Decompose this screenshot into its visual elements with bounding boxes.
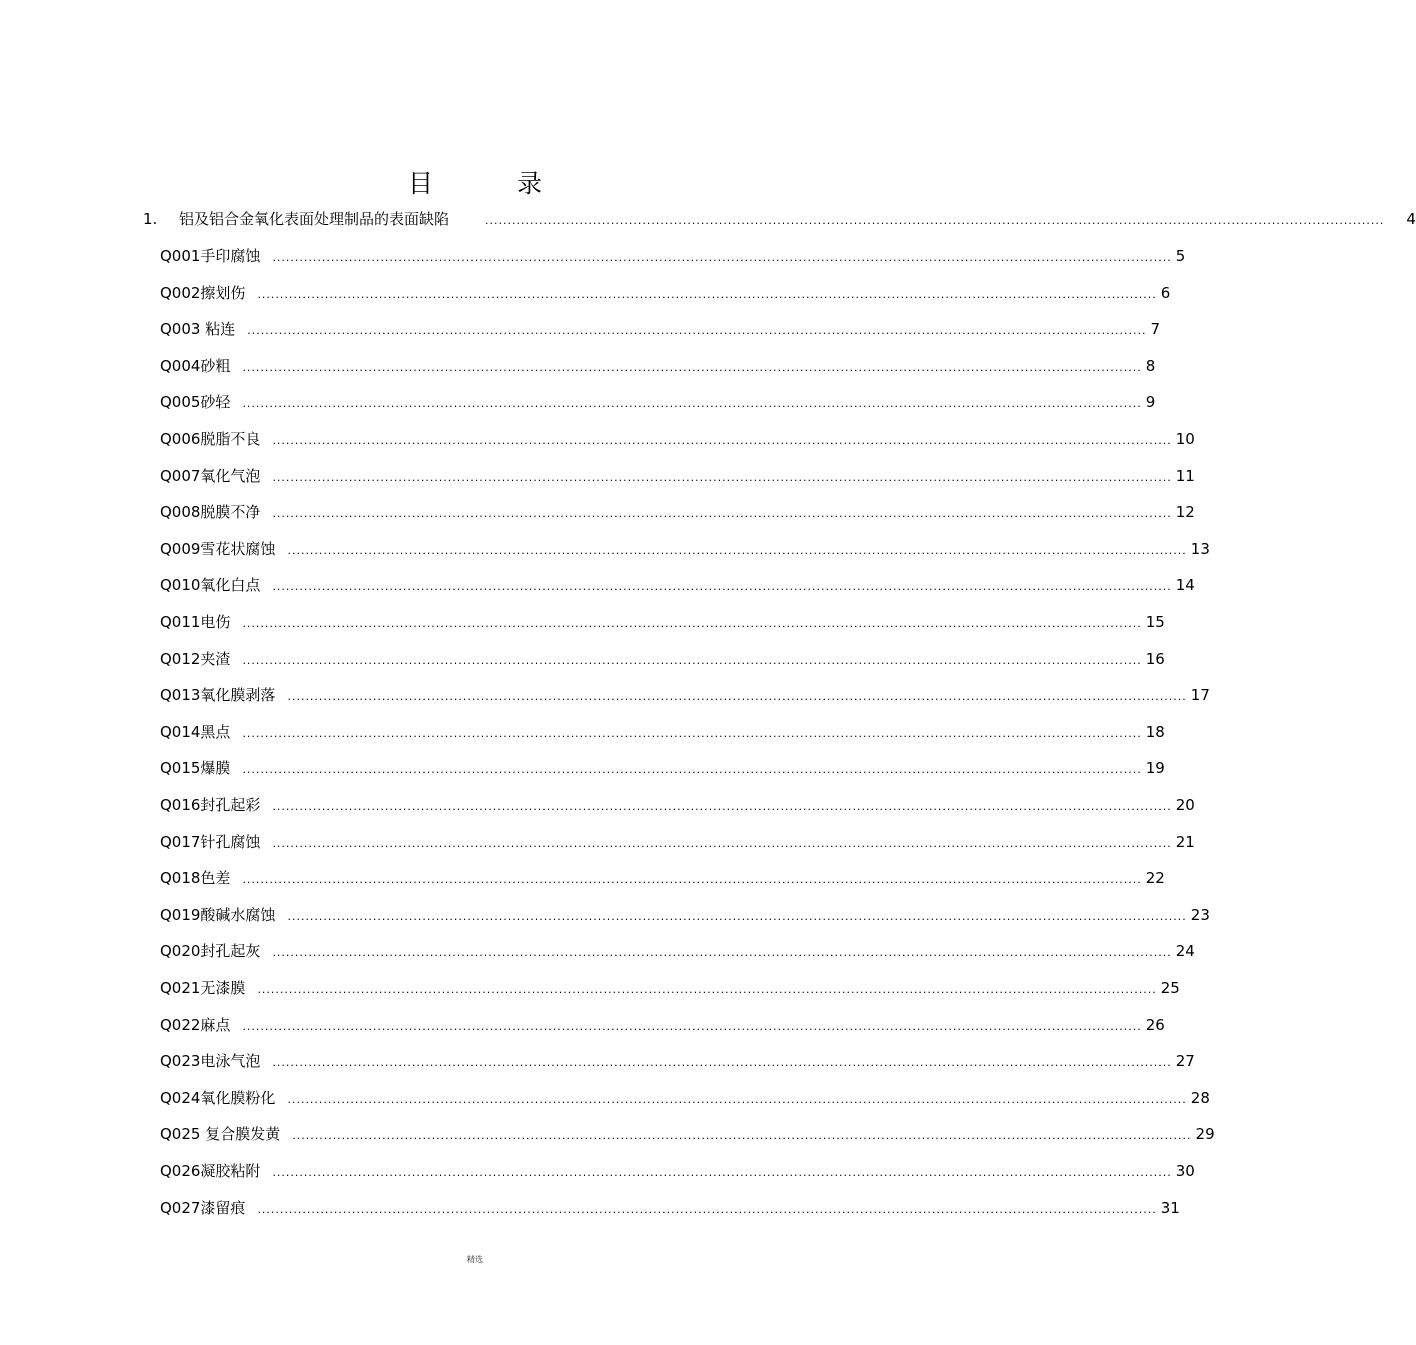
toc-entry[interactable] <box>160 978 1180 1000</box>
toc-entry-page-number: 27 <box>1175 1052 1195 1070</box>
section-page-number: 4 <box>1406 210 1416 228</box>
toc-entry-page-number: 21 <box>1175 833 1195 851</box>
toc-entry-label: Q023电泳气泡 <box>160 1052 261 1070</box>
toc-entry[interactable] <box>160 685 1210 707</box>
toc-entry-label: Q017针孔腐蚀 <box>160 833 261 851</box>
toc-entry-label: Q010氧化白点 <box>160 576 261 594</box>
toc-entry-page-number: 26 <box>1145 1016 1165 1034</box>
toc-entry[interactable] <box>160 283 1171 305</box>
toc-entry[interactable] <box>160 1124 1215 1146</box>
toc-entry[interactable] <box>160 246 1186 268</box>
toc-entry-label: Q007氧化气泡 <box>160 467 261 485</box>
toc-entry-label: Q006脱脂不良 <box>160 430 261 448</box>
dot-leader: ........................................................................................................................................................................................................ <box>272 1166 1172 1179</box>
dot-leader: ........................................................................................................................................................................................................ <box>287 690 1187 703</box>
toc-entry[interactable] <box>160 1198 1180 1220</box>
dot-leader: ........................................................................................................................................................................................................ <box>287 544 1187 557</box>
toc-entry[interactable] <box>160 832 1195 854</box>
toc-entry[interactable] <box>160 868 1165 890</box>
toc-entry-page-number: 6 <box>1160 284 1171 302</box>
toc-entry-label: Q024氧化膜粉化 <box>160 1089 276 1107</box>
toc-entry-page-number: 24 <box>1175 942 1195 960</box>
dot-leader: ........................................................................................................................................................................................................ <box>292 1129 1192 1142</box>
toc-entry[interactable] <box>160 539 1210 561</box>
toc-section-entry[interactable] <box>143 209 1416 231</box>
toc-entry[interactable] <box>160 1088 1210 1110</box>
toc-entry-page-number: 31 <box>1160 1199 1180 1217</box>
toc-entry[interactable] <box>160 466 1195 488</box>
dot-leader: ........................................................................................................................................................................................................ <box>485 214 1385 227</box>
toc-entry-label: Q022麻点 <box>160 1016 231 1034</box>
toc-entry[interactable] <box>160 722 1165 744</box>
dot-leader: ........................................................................................................................................................................................................ <box>272 251 1172 264</box>
dot-leader: ........................................................................................................................................................................................................ <box>257 1203 1157 1216</box>
toc-entry[interactable] <box>160 356 1156 378</box>
toc-entry-page-number: 13 <box>1190 540 1210 558</box>
toc-entry-page-number: 15 <box>1145 613 1165 631</box>
toc-entry-label: Q004砂粗 <box>160 357 231 375</box>
toc-entry-label: Q027漆留痕 <box>160 1199 246 1217</box>
toc-entry-label: Q013氧化膜剥落 <box>160 686 276 704</box>
dot-leader: ........................................................................................................................................................................................................ <box>272 434 1172 447</box>
toc-entry-page-number: 8 <box>1145 357 1156 375</box>
toc-entry-page-number: 18 <box>1145 723 1165 741</box>
dot-leader: ........................................................................................................................................................................................................ <box>272 580 1172 593</box>
toc-entry-label: Q008脱膜不净 <box>160 503 261 521</box>
dot-leader: ........................................................................................................................................................................................................ <box>272 946 1172 959</box>
toc-entry-label: Q005砂轻 <box>160 393 231 411</box>
toc-entry-label: Q025 复合膜发黄 <box>160 1125 281 1143</box>
toc-entry-page-number: 7 <box>1150 320 1161 338</box>
toc-entry[interactable] <box>160 502 1195 524</box>
toc-entry[interactable] <box>160 649 1165 671</box>
page-footer: 精选 <box>467 1255 483 1264</box>
dot-leader: ........................................................................................................................................................................................................ <box>257 288 1157 301</box>
toc-entry-page-number: 29 <box>1195 1125 1215 1143</box>
toc-entry-page-number: 11 <box>1175 467 1195 485</box>
toc-section-heading <box>143 209 449 229</box>
toc-entry-page-number: 25 <box>1160 979 1180 997</box>
dot-leader: ........................................................................................................................................................................................................ <box>242 873 1142 886</box>
toc-entry-page-number: 17 <box>1190 686 1210 704</box>
dot-leader: ........................................................................................................................................................................................................ <box>242 617 1142 630</box>
toc-entry[interactable] <box>160 575 1195 597</box>
toc-entry-label: Q012夹渣 <box>160 650 231 668</box>
toc-entry[interactable] <box>160 758 1165 780</box>
toc-entry-page-number: 19 <box>1145 759 1165 777</box>
dot-leader: ........................................................................................................................................................................................................ <box>272 800 1172 813</box>
toc-entry-page-number: 28 <box>1190 1089 1210 1107</box>
dot-leader: ........................................................................................................................................................................................................ <box>242 763 1142 776</box>
toc-entry-label: Q021无漆膜 <box>160 979 246 997</box>
page-title: 目 录 <box>408 169 580 198</box>
toc-entry-label: Q001手印腐蚀 <box>160 247 261 265</box>
toc-entry-page-number: 10 <box>1175 430 1195 448</box>
dot-leader: ........................................................................................................................................................................................................ <box>242 361 1142 374</box>
dot-leader: ........................................................................................................................................................................................................ <box>272 507 1172 520</box>
toc-entry-page-number: 12 <box>1175 503 1195 521</box>
dot-leader: ........................................................................................................................................................................................................ <box>242 1020 1142 1033</box>
dot-leader: ........................................................................................................................................................................................................ <box>242 727 1142 740</box>
toc-entry-page-number: 9 <box>1145 393 1156 411</box>
toc-entry-page-number: 14 <box>1175 576 1195 594</box>
toc-entry-label: Q003 粘连 <box>160 320 236 338</box>
toc-entry-page-number: 20 <box>1175 796 1195 814</box>
toc-entry-label: Q009雪花状腐蚀 <box>160 540 276 558</box>
toc-entry-label: Q015爆膜 <box>160 759 231 777</box>
toc-entry[interactable] <box>160 1051 1195 1073</box>
toc-entry-page-number: 22 <box>1145 869 1165 887</box>
dot-leader: ........................................................................................................................................................................................................ <box>242 397 1142 410</box>
toc-entry[interactable] <box>160 392 1156 414</box>
toc-entry-page-number: 5 <box>1175 247 1186 265</box>
toc-entry[interactable] <box>160 905 1210 927</box>
toc-entry-label: Q002擦划伤 <box>160 284 246 302</box>
section-label: 铝及铝合金氧化表面处理制品的表面缺陷 <box>179 210 450 228</box>
toc-entry[interactable] <box>160 1161 1195 1183</box>
toc-entry[interactable] <box>160 941 1195 963</box>
toc-entry-label: Q014黑点 <box>160 723 231 741</box>
dot-leader: ........................................................................................................................................................................................................ <box>257 983 1157 996</box>
dot-leader: ........................................................................................................................................................................................................ <box>287 910 1187 923</box>
toc-entry[interactable] <box>160 319 1161 341</box>
dot-leader: ........................................................................................................................................................................................................ <box>272 471 1172 484</box>
toc-entry-label: Q018色差 <box>160 869 231 887</box>
toc-entry-page-number: 23 <box>1190 906 1210 924</box>
toc-entry[interactable] <box>160 612 1165 634</box>
toc-entry[interactable] <box>160 429 1195 451</box>
dot-leader: ........................................................................................................................................................................................................ <box>272 837 1172 850</box>
toc-entry-page-number: 16 <box>1145 650 1165 668</box>
dot-leader: ........................................................................................................................................................................................................ <box>287 1093 1187 1106</box>
toc-entry[interactable] <box>160 1015 1165 1037</box>
dot-leader: ........................................................................................................................................................................................................ <box>242 654 1142 667</box>
section-number: 1. <box>143 210 158 228</box>
dot-leader: ........................................................................................................................................................................................................ <box>272 1056 1172 1069</box>
toc-entry-label: Q016封孔起彩 <box>160 796 261 814</box>
toc-entry-label: Q019酸碱水腐蚀 <box>160 906 276 924</box>
toc-entry-page-number: 30 <box>1175 1162 1195 1180</box>
toc-entry-label: Q026凝胶粘附 <box>160 1162 261 1180</box>
toc-entry-label: Q011电伤 <box>160 613 231 631</box>
dot-leader: ........................................................................................................................................................................................................ <box>247 324 1147 337</box>
toc-entry-label: Q020封孔起灰 <box>160 942 261 960</box>
toc-entry[interactable] <box>160 795 1195 817</box>
